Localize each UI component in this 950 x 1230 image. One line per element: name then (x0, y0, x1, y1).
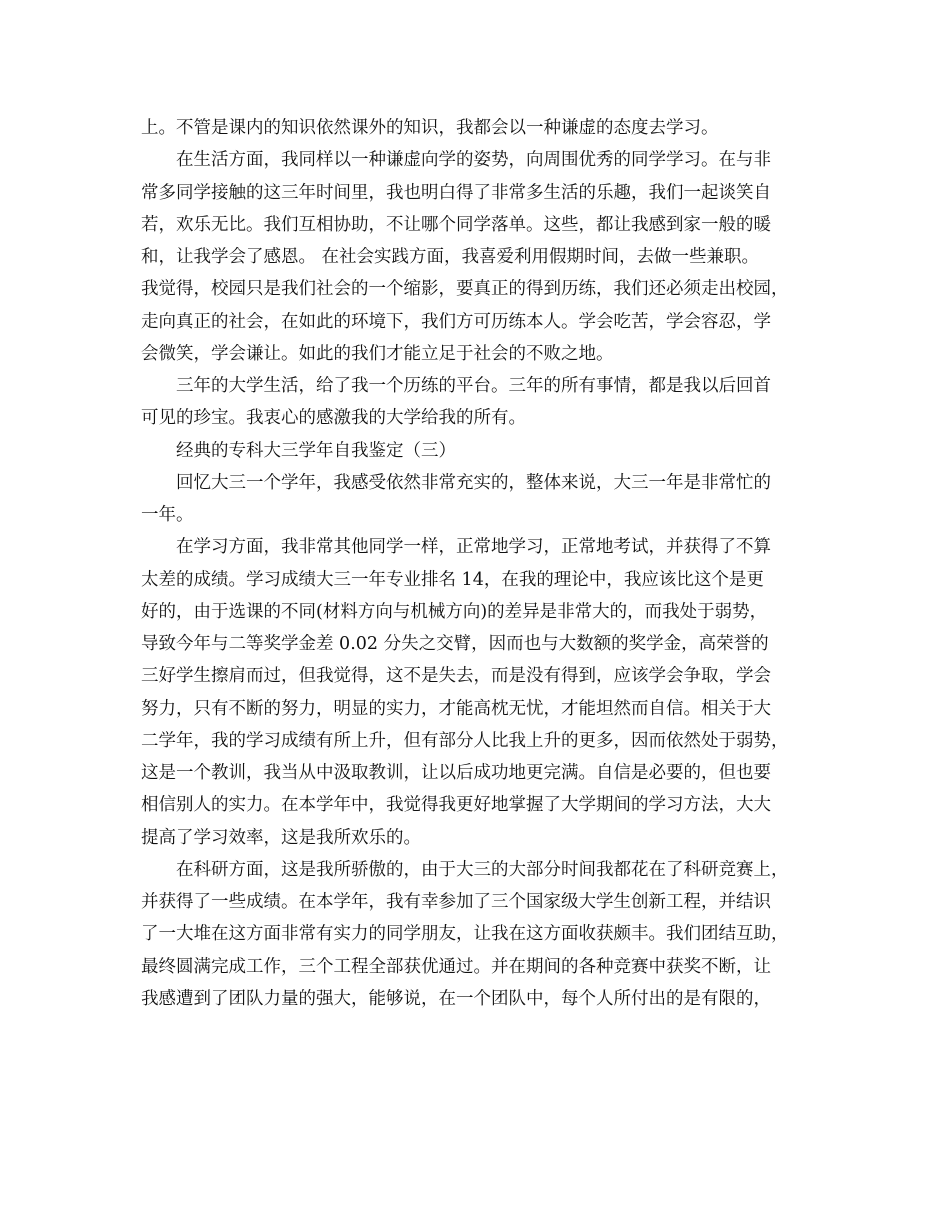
text-line: 这是一个教训，我当从中汲取教训，让以后成功地更完满。自信是必要的，但也要 (141, 763, 771, 783)
text-line: 了一大堆在这方面非常有实力的同学朋友，让我在这方面收获颇丰。我们团结互助， (141, 924, 789, 945)
text-line: 导致今年与二等奖学金差 0.02 分失之交臂，因而也与大数额的奖学金，高荣誉的 (141, 634, 769, 654)
text-line: 三好学生擦肩而过，但我觉得，这不是失去，而是没有得到，应该学会争取，学会 (141, 666, 771, 687)
text-line: 二学年，我的学习成绩有所上升，但有部分人比我上升的更多，因而依然处于弱势， (141, 730, 789, 751)
text-line: 提高了学习效率，这是我所欢乐的。 (141, 827, 421, 848)
text-line: 经典的专科大三学年自我鉴定（三） (176, 440, 456, 461)
text-line: 三年的大学生活，给了我一个历练的平台。三年的所有事情，都是我以后回首 (176, 376, 771, 396)
text-line: 上。不管是课内的知识依然课外的知识，我都会以一种谦虚的态度去学习。 (141, 118, 719, 138)
text-line: 和，让我学会了感恩。 在社会实践方面，我喜爱利用假期时间，去做一些兼职。 (141, 247, 760, 267)
text-line: 好的，由于选课的不同(材料方向与机械方向)的差异是非常大的，而我处于弱势， (141, 601, 768, 622)
text-line: 太差的成绩。学习成绩大三一年专业排名 14，在我的理论中，我应该比这个是更 (141, 569, 764, 590)
text-line: 回忆大三一个学年，我感受依然非常充实的，整体来说，大三一年是非常忙的 (176, 472, 771, 493)
text-line: 并获得了一些成绩。在本学年，我有幸参加了三个国家级大学生创新工程，并结识 (141, 892, 771, 912)
text-line: 可见的珍宝。我衷心的感激我的大学给我的所有。 (141, 408, 526, 429)
text-line: 会微笑，学会谦让。如此的我们才能立足于社会的不败之地。 (141, 343, 614, 364)
text-line: 在生活方面，我同样以一种谦虚向学的姿势，向周围优秀的同学学习。在与非 (176, 150, 771, 171)
document-body (141, 112, 821, 1015)
text-line: 我感遭到了团队力量的强大，能够说，在一个团队中，每个人所付出的是有限的， (141, 988, 771, 1009)
text-line: 我觉得，校园只是我们社会的一个缩影，要真正的得到历练，我们还必须走出校园， (141, 279, 789, 300)
text-line: 一年。 (141, 505, 194, 525)
text-line: 在学习方面，我非常其他同学一样，正常地学习，正常地考试，并获得了不算 (176, 537, 771, 558)
text-line: 相信别人的实力。在本学年中，我觉得我更好地掌握了大学期间的学习方法，大大 (141, 795, 771, 816)
text-line: 走向真正的社会，在如此的环境下，我们方可历练本人。学会吃苦，学会容忍，学 (141, 311, 771, 332)
text-line: 最终圆满完成工作，三个工程全部获优通过。并在期间的各种竞赛中获奖不断，让 (141, 956, 771, 977)
text-line: 常多同学接触的这三年时间里，我也明白得了非常多生活的乐趣，我们一起谈笑自 (141, 182, 771, 203)
text-line: 若，欢乐无比。我们互相协助，不让哪个同学落单。这些，都让我感到家一般的暖 (141, 214, 771, 235)
text-line: 努力，只有不断的努力，明显的实力，才能高枕无忧，才能坦然而自信。相关于大 (141, 698, 771, 719)
text-line: 在科研方面，这是我所骄傲的，由于大三的大部分时间我都花在了科研竞赛上， (176, 859, 789, 880)
